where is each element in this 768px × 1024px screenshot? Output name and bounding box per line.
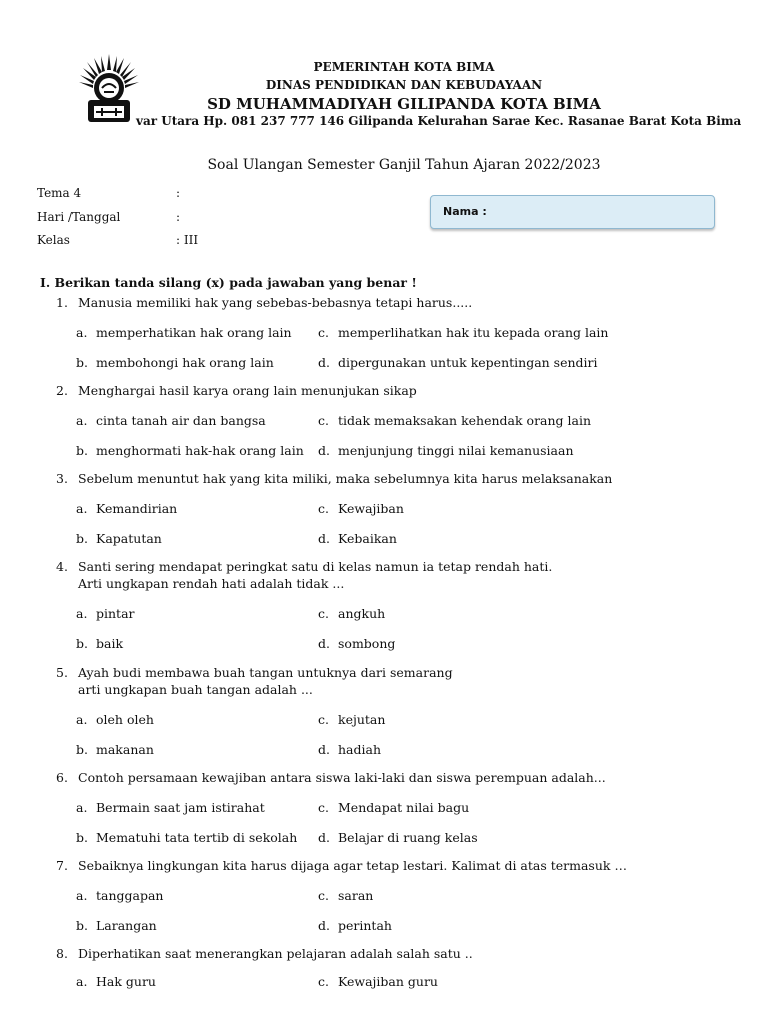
option-letter: c.	[318, 888, 329, 903]
option-a[interactable]	[76, 501, 177, 516]
option-text: menjunjung tinggi nilai kemanusiaan	[338, 443, 574, 458]
name-box[interactable]	[430, 195, 715, 229]
option-letter: b.	[76, 830, 88, 845]
hari-tanggal-label: Hari /Tanggal	[37, 210, 121, 224]
option-letter: c.	[318, 712, 329, 727]
option-text: Mendapat nilai bagu	[338, 800, 470, 815]
option-a[interactable]	[76, 325, 292, 340]
option-d[interactable]	[318, 918, 392, 933]
option-text: saran	[338, 888, 374, 903]
option-letter: b.	[76, 918, 88, 933]
question-text-continued: Arti ungkapan rendah hati adalah tidak ...	[78, 576, 345, 591]
question-text: Ayah budi membawa buah tangan untuknya dari semarang	[78, 665, 453, 680]
option-c[interactable]	[318, 606, 385, 621]
section-instruction: I. Berikan tanda silang (x) pada jawaban yang benar !	[40, 275, 417, 290]
option-c[interactable]	[318, 712, 385, 727]
option-letter: d.	[318, 531, 330, 546]
question-7	[56, 858, 627, 873]
option-a[interactable]	[76, 712, 154, 727]
option-text: tanggapan	[96, 888, 164, 903]
exam-title: Soal Ulangan Semester Ganjil Tahun Ajaran 2022/2023	[207, 157, 601, 173]
question-number: 7.	[56, 858, 68, 873]
option-text: hadiah	[338, 742, 382, 757]
header-department: DINAS PENDIDIKAN DAN KEBUDAYAAN	[265, 78, 543, 92]
question-6	[56, 770, 606, 785]
option-text: Belajar di ruang kelas	[338, 830, 478, 845]
option-b[interactable]	[76, 443, 304, 458]
option-b[interactable]	[76, 531, 162, 546]
option-letter: b.	[76, 531, 88, 546]
option-letter: d.	[318, 742, 330, 757]
option-text: Kewajiban	[338, 501, 404, 516]
option-text: pintar	[96, 606, 135, 621]
option-text: Bermain saat jam istirahat	[96, 800, 265, 815]
kelas-label: Kelas	[37, 233, 70, 247]
question-text: Menghargai hasil karya orang lain menunjukan sikap	[78, 383, 417, 398]
option-text: sombong	[338, 636, 396, 651]
option-letter: b.	[76, 742, 88, 757]
option-text: angkuh	[338, 606, 386, 621]
option-text: Larangan	[96, 918, 157, 933]
option-letter: d.	[318, 830, 330, 845]
question-5	[56, 665, 453, 680]
tema-label: Tema 4	[37, 186, 82, 200]
option-text: menghormati hak-hak orang lain	[96, 443, 304, 458]
option-letter: a.	[76, 606, 88, 621]
option-c[interactable]	[318, 501, 404, 516]
option-text: perintah	[338, 918, 392, 933]
question-text: Santi sering mendapat peringkat satu di kelas namun ia tetap rendah hati.	[78, 559, 553, 574]
kelas-value: : III	[176, 233, 199, 247]
header-government: PEMERINTAH KOTA BIMA	[313, 60, 495, 74]
option-d[interactable]	[318, 531, 397, 546]
option-letter: a.	[76, 413, 88, 428]
option-c[interactable]	[318, 800, 469, 815]
option-letter: a.	[76, 800, 88, 815]
option-b[interactable]	[76, 636, 123, 651]
question-3	[56, 471, 612, 486]
option-text: Hak guru	[96, 974, 156, 989]
question-text: Diperhatikan saat menerangkan pelajaran adalah salah satu ..	[78, 946, 473, 961]
option-letter: a.	[76, 974, 88, 989]
question-text: Contoh persamaan kewajiban antara siswa laki-laki dan siswa perempuan adalah...	[78, 770, 606, 785]
option-b[interactable]	[76, 742, 154, 757]
option-text: makanan	[96, 742, 154, 757]
question-number: 4.	[56, 559, 68, 574]
option-letter: c.	[318, 974, 329, 989]
option-letter: a.	[76, 888, 88, 903]
question-text-continued: arti ungkapan buah tangan adalah ...	[78, 682, 313, 697]
hari-tanggal-value: :	[176, 210, 181, 224]
option-b[interactable]	[76, 830, 297, 845]
option-a[interactable]	[76, 800, 265, 815]
option-letter: b.	[76, 443, 88, 458]
option-letter: c.	[318, 413, 329, 428]
question-2	[56, 383, 417, 398]
option-letter: c.	[318, 800, 329, 815]
option-text: Kemandirian	[96, 501, 178, 516]
option-letter: d.	[318, 443, 330, 458]
option-d[interactable]	[318, 355, 598, 370]
option-text: kejutan	[338, 712, 386, 727]
option-text: Mematuhi tata tertib di sekolah	[96, 830, 298, 845]
option-d[interactable]	[318, 830, 478, 845]
option-b[interactable]	[76, 918, 157, 933]
option-text: memperlihatkan hak itu kepada orang lain	[338, 325, 609, 340]
header-address: var Utara Hp. 081 237 777 146 Gilipanda Kelurahan Sarae Kec. Rasanae Barat Kota Bima	[136, 114, 742, 128]
question-text: Sebaiknya lingkungan kita harus dijaga agar tetap lestari. Kalimat di atas termasuk …	[78, 858, 627, 873]
question-text: Manusia memiliki hak yang sebebas-bebasnya tetapi harus.....	[78, 295, 473, 310]
option-letter: a.	[76, 501, 88, 516]
option-a[interactable]	[76, 413, 266, 428]
option-letter: b.	[76, 355, 88, 370]
question-number: 6.	[56, 770, 68, 785]
question-number: 5.	[56, 665, 68, 680]
option-text: baik	[96, 636, 124, 651]
option-a[interactable]	[76, 974, 156, 989]
option-b[interactable]	[76, 355, 274, 370]
option-c[interactable]	[318, 888, 373, 903]
question-1	[56, 295, 472, 310]
option-letter: d.	[318, 355, 330, 370]
tema-value: :	[176, 186, 181, 200]
question-8	[56, 946, 473, 961]
option-letter: c.	[318, 325, 329, 340]
option-a[interactable]	[76, 888, 164, 903]
option-text: oleh oleh	[96, 712, 154, 727]
option-d[interactable]	[318, 742, 381, 757]
option-letter: d.	[318, 918, 330, 933]
option-letter: c.	[318, 606, 329, 621]
option-text: cinta tanah air dan bangsa	[96, 413, 266, 428]
option-d[interactable]	[318, 636, 395, 651]
question-number: 1.	[56, 295, 68, 310]
option-text: memperhatikan hak orang lain	[96, 325, 292, 340]
option-text: Kapatutan	[96, 531, 162, 546]
question-number: 2.	[56, 383, 68, 398]
option-letter: d.	[318, 636, 330, 651]
option-text: dipergunakan untuk kepentingan sendiri	[338, 355, 598, 370]
option-text: Kebaikan	[338, 531, 397, 546]
question-4	[56, 559, 552, 574]
header-school-name: SD MUHAMMADIYAH GILIPANDA KOTA BIMA	[207, 95, 601, 113]
option-letter: c.	[318, 501, 329, 516]
option-letter: b.	[76, 636, 88, 651]
name-label: Nama :	[443, 205, 487, 218]
option-c[interactable]	[318, 413, 591, 428]
option-text: tidak memaksakan kehendak orang lain	[338, 413, 592, 428]
option-c[interactable]	[318, 325, 608, 340]
option-text: Kewajiban guru	[338, 974, 438, 989]
option-d[interactable]	[318, 443, 574, 458]
option-letter: a.	[76, 325, 88, 340]
option-a[interactable]	[76, 606, 135, 621]
option-c[interactable]	[318, 974, 438, 989]
option-letter: a.	[76, 712, 88, 727]
question-number: 3.	[56, 471, 68, 486]
question-text: Sebelum menuntut hak yang kita miliki, maka sebelumnya kita harus melaksanakan	[78, 471, 613, 486]
question-number: 8.	[56, 946, 68, 961]
option-text: membohongi hak orang lain	[96, 355, 274, 370]
